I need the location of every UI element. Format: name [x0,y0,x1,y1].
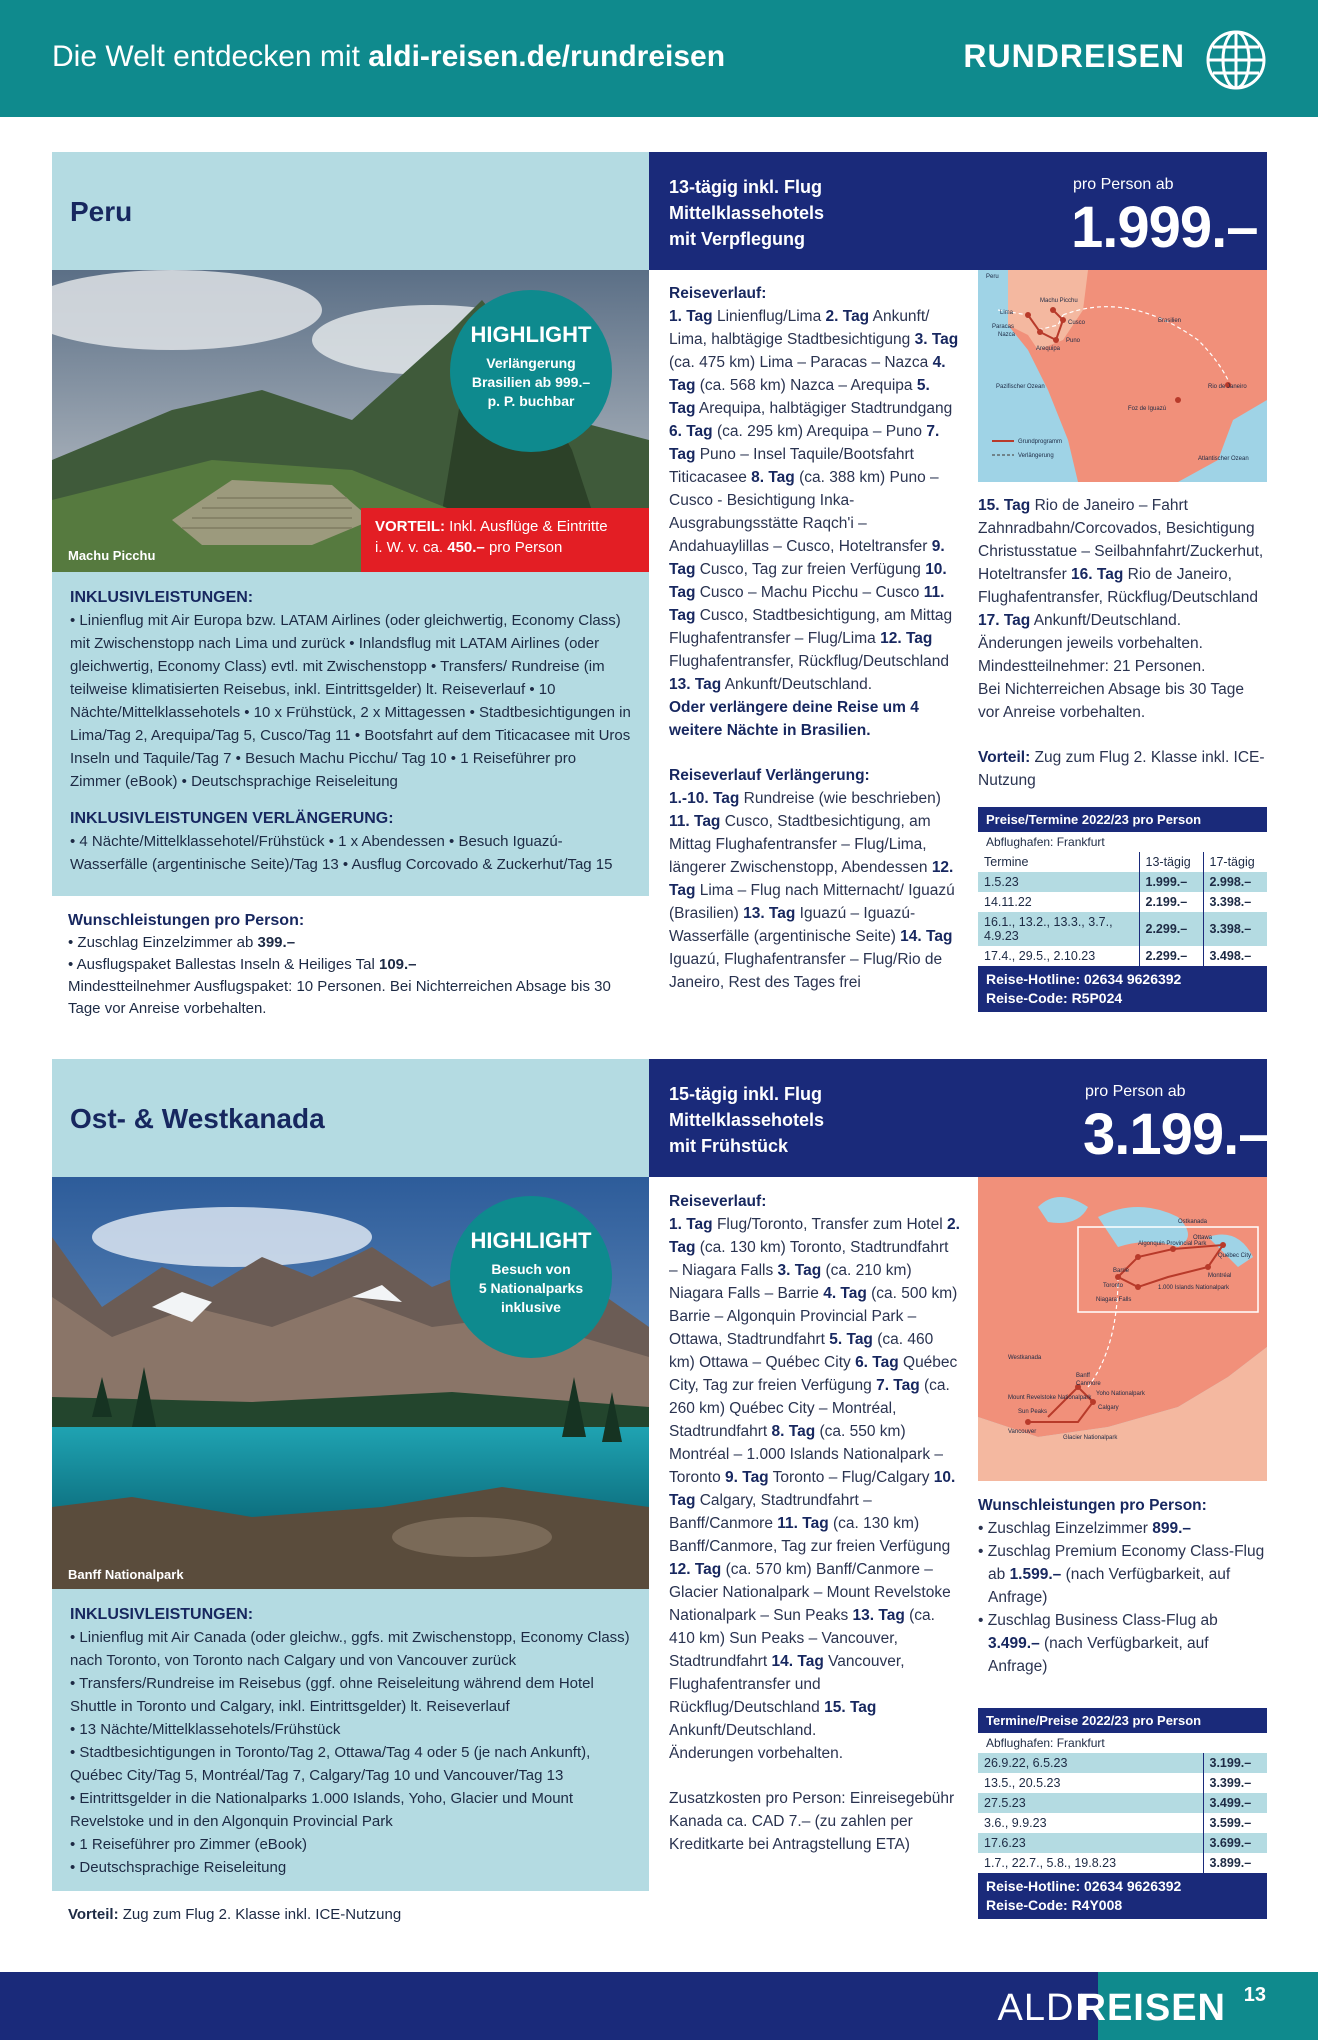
highlight-title: HIGHLIGHT [470,1228,592,1253]
route-desc: Ankunft/Deutschland. [1030,612,1182,629]
route-day: 12. Tag [669,859,954,899]
peru-route-column [669,282,959,994]
vorteil-label: VORTEIL: [375,518,445,535]
peru-vorteil-train: Vorteil: Zug zum Flug 2. Klasse inkl. ICE-Nutzung [978,749,1265,789]
map-label: Atlantischer Ozean [1198,456,1249,462]
kanada-title-box [52,1059,649,1177]
kanada-photo-caption: Banff Nationalpark [68,1567,184,1582]
kanada-per-person: pro Person ab [1085,1083,1186,1100]
highlight-title: HIGHLIGHT [470,322,592,347]
kanada-title: Ost- & Westkanada [70,1103,325,1134]
route-desc: Linienflug/Lima [712,308,826,325]
map-label: Foz de Iguazú [1128,406,1167,412]
table-row: 17.6.23 3.699.– [978,1833,1267,1853]
route-text [669,1213,961,1742]
map-label: Barrie [1113,1268,1130,1274]
reise-code: Reise-Code: R4Y008 [986,1897,1123,1913]
peru-price: 1.999.– [1071,195,1258,260]
map-label: Glacier Nationalpark [1063,1435,1118,1441]
feature: mit Verpflegung [669,229,806,249]
incl-heading: INKLUSIVLEISTUNGEN: [70,1606,254,1623]
table-row: 16.1., 13.2., 13.3., 3.7., 4.9.23 2.299.– 3.398.– [978,912,1267,946]
route-day: 10. Tag [669,561,947,601]
peru-title-box [52,152,649,270]
route-desc: (ca. 130 km) Toronto, Stadtrundfahrt – Niagara Falls [669,1239,949,1279]
vorteil-text: pro Person [484,539,563,556]
route-desc: Flughafentransfer, Rückflug/Deutschland [669,653,950,670]
ext-route-cont-text [978,494,1267,632]
peru-title: Peru [70,196,133,227]
route-desc: (ca. 260 km) Québec City – Montréal, Stadtrundfahrt [669,1377,950,1440]
incl-item: • Deutschsprachige Reiseleitung [70,1856,631,1879]
col-header: Termine [984,855,1029,869]
route-day: 9. Tag [669,538,945,578]
map-label: Mount Revelstoke Nationalpark [1008,1395,1092,1401]
route-desc: (ca. 568 km) Nazca – Arequipa [695,377,917,394]
peru-per-person: pro Person ab [1073,176,1174,193]
col-header: 13-tägig [1139,852,1203,872]
wish-item: • Ausflugspaket Ballestas Inseln & Heiliges Tal 109.– [68,954,643,976]
route-desc: Cusco, Stadtbesichtigung, am Mittag Flughafentransfer – Flug/Lima [669,607,953,647]
kanada-wish-section [978,1494,1267,1678]
incl-item: • 13 Nächte/Mittelklassehotels/Frühstück [70,1718,631,1741]
map-label: Québec City [1218,1253,1252,1259]
route-note: Änderungen vorbehalten. [669,1745,844,1762]
highlight-line: Verlängerung [486,355,576,371]
peru-vorteil-badge [361,508,649,572]
route-desc: Ankunft/Deutschland. [721,676,873,693]
peru-features [669,174,824,252]
route-day: 11. Tag [669,813,721,830]
route-desc: Rio de Janeiro, Flughafentransfer, Rückflug/Deutschland [978,566,1259,606]
route-day: 5. Tag [669,377,930,417]
highlight-line: Besuch von [491,1261,571,1277]
kanada-highlight-badge [450,1196,612,1358]
table-row: 1.5.23 1.999.– 2.998.– [978,872,1267,892]
feature: mit Frühstück [669,1136,789,1156]
route-day: 7. Tag [876,1377,920,1394]
ext-text: • 4 Nächte/Mittelklassehotel/Frühstück • 1 x Abendessen • Besuch Iguazú-Wasserfälle (argentinische Seite)/Tag 13 • Ausflug Corcovado & Zuckerhut/Tag 15 [70,833,613,873]
map-label: Paracas [992,324,1015,330]
peru-map [978,270,1267,482]
wish-item: • Zuschlag Business Class-Flug ab 3.499.– (nach Verfügbarkeit, auf Anfrage) [978,1612,1218,1675]
route-day: 1. Tag [669,308,713,325]
route-desc: (ca. 550 km) Montréal – 1.000 Islands Nationalpark – Toronto [669,1423,943,1486]
map-label: Banff [1076,1373,1090,1379]
map-label: Brasilien [1158,318,1182,324]
table-row: 27.5.23 3.499.– [978,1793,1267,1813]
map-label: Vancouver [1008,1429,1037,1435]
map-label: Peru [986,274,999,280]
route-desc: Ankunft/Deutschland. [669,1722,817,1739]
route-day: 3. Tag [777,1262,822,1279]
map-label: Westkanada [1008,1355,1042,1361]
vorteil-amount: 450.– [447,539,485,556]
peru-price-table [978,807,1267,1012]
route-day: 1. Tag [669,1216,713,1233]
route-desc: Québec City, Tag zur freien Verfügung [669,1354,958,1394]
route-day: 15. Tag [978,497,1031,514]
map-label: Arequipa [1036,346,1061,352]
table-airport: Abflughafen: Frankfurt [986,1736,1105,1750]
kanada-price-table [978,1708,1267,1919]
table-footer [978,1873,1267,1919]
ext-heading: INKLUSIVLEISTUNGEN VERLÄNGERUNG: [70,810,394,827]
reise-code: Reise-Code: R5P024 [986,990,1123,1006]
route-day: 4. Tag [823,1285,867,1302]
route-desc: Ankunft/ Lima, halbtägige Stadtbesichtigung [669,308,930,348]
map-label: Yoho Nationalpark [1096,1391,1145,1397]
route-desc: Flug/Toronto, Transfer zum Hotel [712,1216,947,1233]
map-label: Algonquin Provincial Park [1138,1241,1207,1247]
route-desc: Cusco – Machu Picchu – Cusco [695,584,924,601]
price-table [978,852,1267,966]
kanada-vorteil: Vorteil: Zug zum Flug 2. Klasse inkl. ICE-Nutzung [68,1906,402,1923]
route-desc: (ca. 295 km) Arequipa – Puno [712,423,927,440]
map-label: 1.000 Islands Nationalpark [1158,1285,1230,1291]
header-right-label: RUNDREISEN [963,38,1185,74]
table-airport: Abflughafen: Frankfurt [986,835,1105,849]
note: Bei Nichterreichen Absage bis 30 Tage vor Anreise vorbehalten. [978,681,1244,721]
route-day: 8. Tag [771,1423,816,1440]
wish-heading: Wunschleistungen pro Person: [978,1497,1207,1514]
peru-photo-caption: Machu Picchu [68,548,156,563]
route-desc: Rundreise (wie beschrieben) [739,790,941,807]
vorteil-text: i. W. v. ca. [375,539,448,556]
kanada-price-header [649,1059,1270,1177]
wish-heading: Wunschleistungen pro Person: [68,912,305,929]
route-desc: Iguazú – Iguazú-Wasserfälle (argentinische Seite) [669,905,916,945]
route-day: 5. Tag [829,1331,873,1348]
bottom-banner [0,1972,1318,2040]
route-day: 11. Tag [669,584,945,624]
wish-list [978,1517,1267,1678]
kanada-route-column [669,1190,961,1856]
route-desc: Cusco, Stadtbesichtigung, am Mittag Flughafentransfer – Flug/Lima, längerer Zwischenstopp, Abendessen [669,813,932,876]
route-desc: Vancouver, Flughafentransfer und Rückflug/Deutschland [669,1653,905,1716]
route-day: 10. Tag [669,1469,956,1509]
map-label: Montréal [1208,1273,1232,1279]
map-label: Machu Picchu [1040,298,1078,304]
route-desc: (ca. 570 km) Banff/Canmore – Glacier Nationalpark – Mount Revelstoke Nationalpark – Sun Peaks [669,1561,951,1624]
route-desc: Lima – Flug nach Mitternacht/ Iguazú (Brasilien) [669,882,955,922]
kanada-map [978,1177,1267,1481]
route-desc: Calgary, Stadtrundfahrt – Banff/Canmore [669,1492,872,1532]
incl-text: • Linienflug mit Air Europa bzw. LATAM Airlines (oder gleichwertig, Economy Class) mit Zwischenstopp nach Lima und zurück • Inlandsflug mit LATAM Airlines (oder gleichwertig, Economy Class) evtl. mit Zwischenstopp • Transfers/ Rundreise (im teilweise klimatisierten Reisebus, inkl. Eintrittsgelder) lt. Reiseverlauf • 10 Nächte/Mittelklassehotels • 10 x Frühstück, 2 x Mittagessen • Stadtbesichtigungen in Lima/Tag 2, Arequipa/Tag 5, Cusco/Tag 11 • Bootsfahrt auf dem Titicacasee mit Uros Inseln und Taquile/Tag 7 • Besuch Machu Picchu/ Tag 10 • 1 Reiseführer pro Zimmer (eBook) • Deutschsprachige Reiseleitung [70,612,631,790]
vorteil-text: Inkl. Ausflüge & Eintritte [445,518,608,535]
brand-reisen: REISEN [1078,1987,1226,2029]
route-desc: Puno – Insel Taquile/Bootsfahrt Titicacasee [669,446,914,486]
route-text [669,305,959,696]
top-banner [0,0,1318,117]
route-day: 7. Tag [669,423,940,463]
kanada-features [669,1081,824,1159]
map-label: Verlängerung [1018,453,1054,459]
peru-highlight-badge [450,290,612,452]
incl-item: • Eintrittsgelder in die Nationalparks 1.000 Islands, Yoho, Glacier und Mount Revelstoke und in den Algonquin Provincial Park [70,1787,631,1833]
route-desc: Arequipa, halbtägiger Stadtrundgang [695,400,953,417]
route-day: 12. Tag [669,1561,722,1578]
route-day: 3. Tag [914,331,959,348]
route-day: 14. Tag [771,1653,824,1670]
table-title: Preise/Termine 2022/23 pro Person [978,807,1267,832]
feature: Mittelklassehotels [669,203,825,223]
incl-item: • Stadtbesichtigungen in Toronto/Tag 2, Ottawa/Tag 4 oder 5 (je nach Ankunft), Québec City/Tag 5, Montréal/Tag 7, Calgary/Tag 10 und Vancouver/Tag 13 [70,1741,631,1787]
feature: 13-tägig inkl. Flug [669,177,823,197]
peru-wish-section [68,910,643,1020]
hotline[interactable]: Reise-Hotline: 02634 9626392 [986,971,1182,987]
route-desc: (ca. 410 km) Sun Peaks – Vancouver, Stadtrundfahrt [669,1607,935,1670]
map-label: Puno [1066,338,1081,344]
map-label: Nazca [998,332,1016,338]
kanada-price: 3.199.– [1083,1102,1270,1167]
highlight-line: Brasilien ab 999.– [471,374,591,390]
map-label: Canmore [1076,1381,1101,1387]
route-desc: (ca. 500 km) Barrie – Algonquin Provincial Park – Ottawa, Stadtrundfahrt [669,1285,958,1348]
route-day: 8. Tag [751,469,795,486]
wish-item: • Zuschlag Premium Economy Class-Flug ab 1.599.– (nach Verfügbarkeit, auf Anfrage) [978,1543,1265,1606]
route-desc: (ca. 388 km) Puno – Cusco - Besichtigung Inka-Ausgrabungsstätte Raqch'i – Andahuaylillas – Cusco, Hoteltransfer [669,469,939,555]
table-row: 17.4., 29.5., 2.10.23 2.299.– 3.498.– [978,946,1267,966]
feature: 15-tägig inkl. Flug [669,1084,823,1104]
route-day: 11. Tag [777,1515,829,1532]
feature: Mittelklassehotels [669,1110,825,1130]
col-header: 17-tägig [1203,852,1267,872]
route-desc: Cusco, Tag zur freien Verfügung [695,561,926,578]
route-heading: Reiseverlauf: [669,1193,767,1210]
route-day: 2. Tag [669,1216,960,1256]
route-day: 9. Tag [725,1469,769,1486]
kanada-inclusive-box [52,1589,649,1891]
route-heading: Reiseverlauf: [669,285,767,302]
extra-cost: Zusatzkosten pro Person: Einreisegebühr Kanada ca. CAD 7.– (zu zahlen per Kreditkarte bei Antragstellung ETA) [669,1790,955,1853]
header-link[interactable]: aldi-reisen.de/rundreisen [368,40,726,73]
route-day: 13. Tag [852,1607,905,1624]
route-day: 2. Tag [825,308,870,325]
route-desc: Toronto – Flug/Calgary [768,1469,934,1486]
route-desc: (ca. 130 km) Banff/Canmore, Tag zur freien Verfügung [669,1515,951,1555]
map-label: Sun Peaks [1018,1409,1048,1415]
map-label: Niagara Falls [1096,1297,1132,1303]
map-label: Pazifischer Ozean [996,384,1045,390]
route-desc: (ca. 210 km) Niagara Falls – Barrie [669,1262,912,1302]
route-day: 6. Tag [855,1354,899,1371]
wish-note: Mindestteilnehmer Ausflugspaket: 10 Personen. Bei Nichterreichen Absage bis 30 Tage vor Anreise vorbehalten. [68,978,611,1017]
route-day: 17. Tag [978,612,1031,629]
map-label: Grundprogramm [1018,439,1063,445]
route-day: 15. Tag [824,1699,877,1716]
route-day: 16. Tag [1071,566,1124,583]
map-label: Ottawa [1193,1235,1213,1241]
table-footer [978,966,1267,1012]
route-day: 6. Tag [669,423,713,440]
wish-item: • Zuschlag Einzelzimmer ab 399.– [68,932,643,954]
wish-item: • Zuschlag Einzelzimmer 899.– [978,1520,1192,1537]
route-desc: Rio de Janeiro – Fahrt Zahnradbahn/Corcovados, Besichtigung Christusstatue – Seilbahnfahrt/Zuckerhut, Hoteltransfer [978,497,1264,583]
route-desc: (ca. 460 km) Ottawa – Québec City [669,1331,934,1371]
table-row: 3.6., 9.9.23 3.599.– [978,1813,1267,1833]
map-label: Cusco [1068,320,1086,326]
peru-price-header [649,152,1267,270]
route-day: 1.-10. Tag [669,790,740,807]
bottom-navy-band [0,1972,1098,2040]
route-day: 14. Tag [900,928,953,945]
ext-route-heading: Reiseverlauf Verlängerung: [669,767,870,784]
map-label: Ostkanada [1178,1219,1208,1225]
note: Mindestteilnehmer: 21 Personen. [978,658,1206,675]
page-number: 13 [1243,1984,1266,2006]
table-row: 26.9.22, 6.5.23 3.199.– [978,1753,1267,1773]
map-label: Lima [1000,310,1014,316]
highlight-line: 5 Nationalparks [478,1280,584,1296]
table-row: 1.7., 22.7., 5.8., 19.8.23 3.899.– [978,1853,1267,1873]
incl-item: • Transfers/Rundreise im Reisebus (ggf. ohne Reiseleitung während dem Hotel Shuttle in Toronto und Calgary, inkl. Eintrittsgelder) lt. Reiseverlauf [70,1672,631,1718]
route-day: 4. Tag [669,354,946,394]
route-desc: (ca. 475 km) Lima – Paracas – Nazca [669,354,933,371]
table-row: 13.5., 20.5.23 3.399.– [978,1773,1267,1793]
route-day: 12. Tag [880,630,933,647]
price-table [978,1753,1267,1873]
map-label: Toronto [1103,1283,1124,1289]
incl-heading: INKLUSIVLEISTUNGEN: [70,589,254,606]
route-extra: Oder verlängere deine Reise um 4 weitere Nächte in Brasilien. [669,699,919,739]
peru-ext-route-cont [978,494,1267,792]
route-day: 13. Tag [669,676,722,693]
hotline[interactable]: Reise-Hotline: 02634 9626392 [986,1878,1182,1894]
peru-inclusive-box [52,572,649,896]
route-day: 13. Tag [743,905,796,922]
note: Änderungen jeweils vorbehalten. [978,635,1203,652]
ext-route-text [669,787,959,994]
table-title: Termine/Preise 2022/23 pro Person [978,1708,1267,1733]
brand-aldi: ALDI [997,1987,1086,2029]
map-label: Calgary [1098,1405,1119,1411]
incl-item: • 1 Reiseführer pro Zimmer (eBook) [70,1833,631,1856]
globe-icon [1204,28,1268,92]
table-row: 14.11.22 2.199.– 3.398.– [978,892,1267,912]
route-desc: Iguazú, Flughafentransfer – Flug/Rio de Janeiro, Rest des Tages frei [669,951,943,991]
highlight-line: p. P. buchbar [487,393,575,409]
map-label: Rio de Janeiro [1208,384,1247,390]
incl-item: • Linienflug mit Air Canada (oder gleichw., ggfs. mit Zwischenstopp, Economy Class) nach Toronto, von Toronto nach Calgary und von Vancouver zurück [70,1626,631,1672]
highlight-line: inklusive [501,1299,561,1315]
header-lead: Die Welt entdecken mit aldi-reisen.de/rundreisen [52,40,726,73]
